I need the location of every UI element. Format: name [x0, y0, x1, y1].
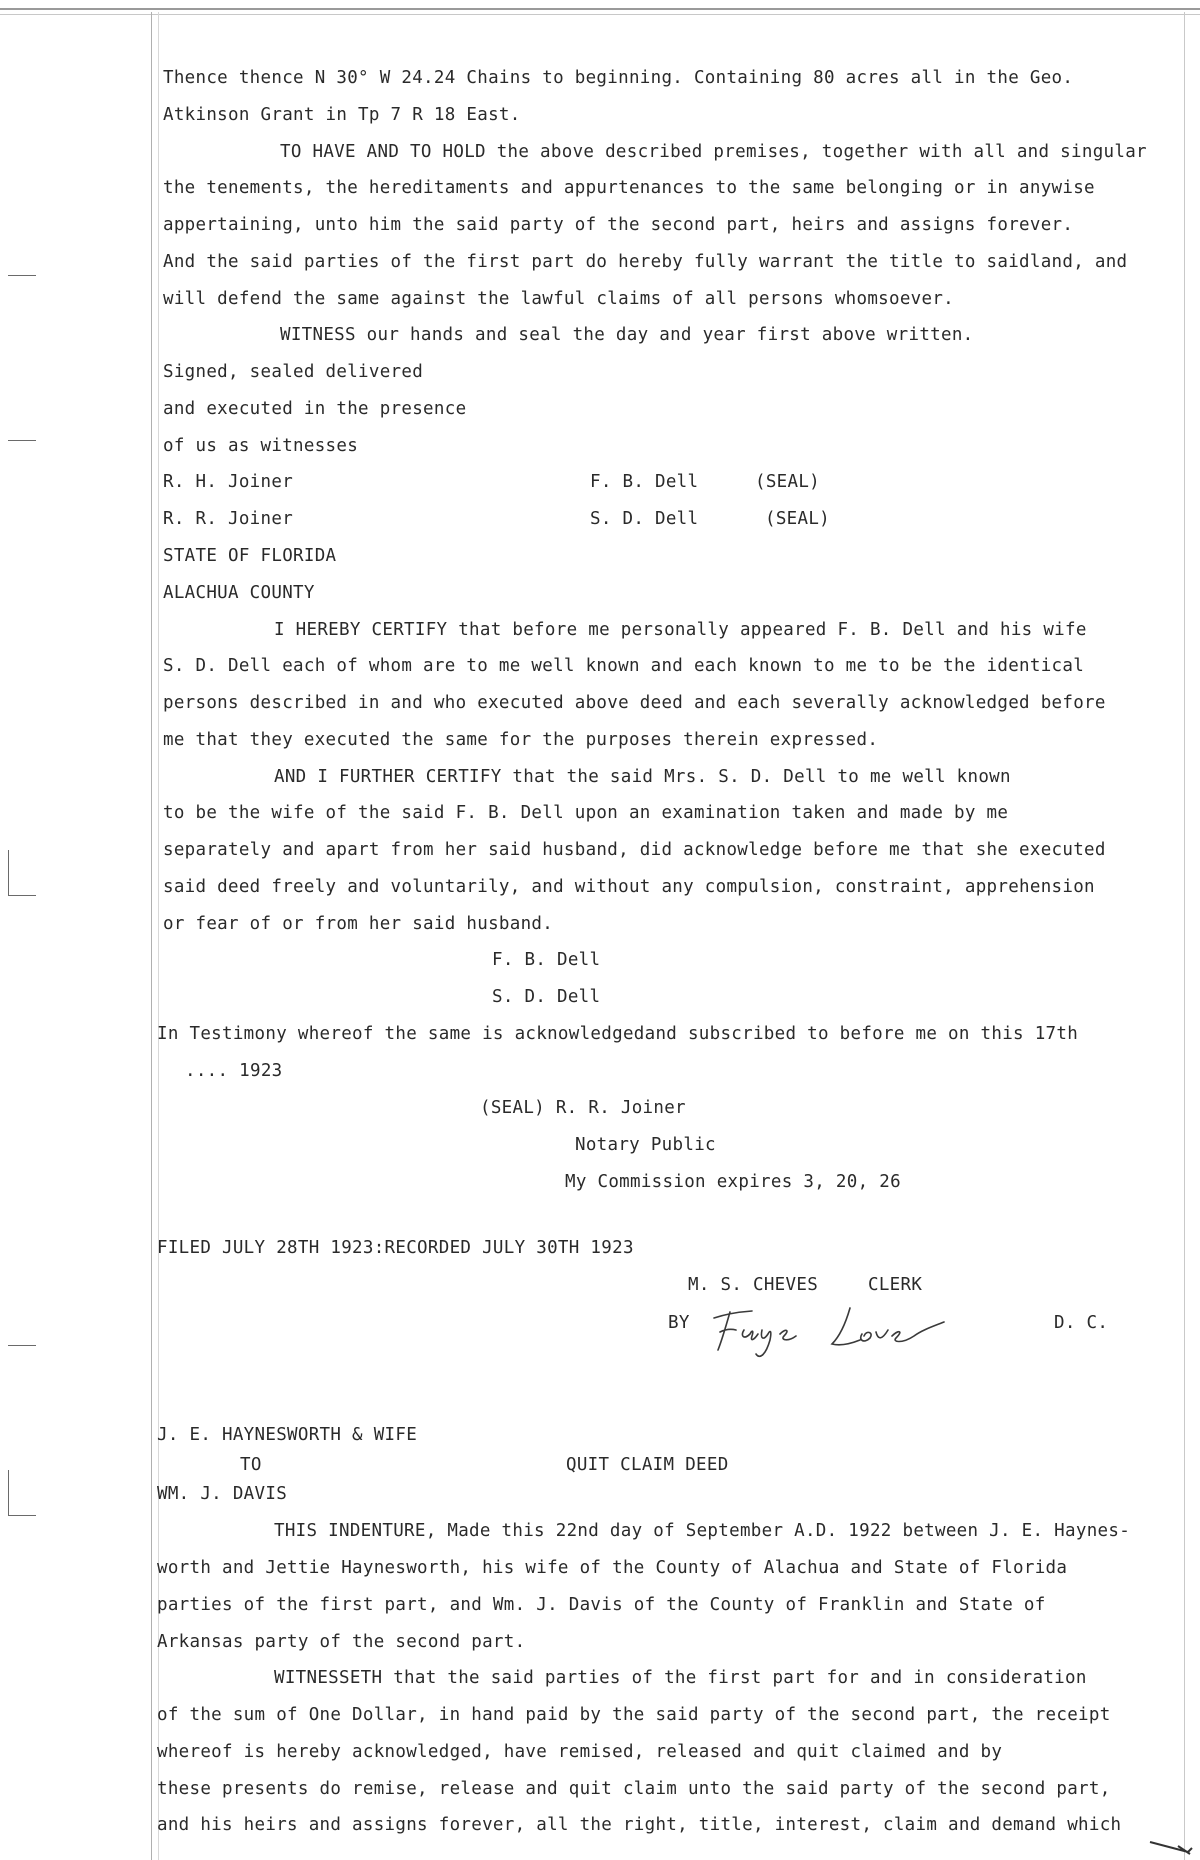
binder-mark — [8, 1345, 36, 1346]
text-line: .... 1923 — [185, 1061, 283, 1081]
notary-name: (SEAL) R. R. Joiner — [480, 1098, 686, 1118]
text-line: S. D. Dell each of whom are to me well known and each known to me to be the identical — [163, 656, 1085, 676]
text-line: these presents do remise, release and quit claim unto the said party of the second part, — [157, 1779, 1111, 1799]
text-line: parties of the first part, and Wm. J. Davis of the County of Franklin and State of — [157, 1595, 1046, 1615]
binder-mark — [8, 275, 36, 276]
text-line: me that they executed the same for the purposes therein expressed. — [163, 730, 879, 750]
clerk-name: M. S. CHEVES — [688, 1275, 819, 1295]
commission-expiry: My Commission expires 3, 20, 26 — [565, 1172, 901, 1192]
text-line: Signed, sealed delivered — [163, 362, 424, 382]
text-line: whereof is hereby acknowledged, have remised, released and quit claimed and by — [157, 1742, 1003, 1762]
text-line: appertaining, unto him the said party of the second part, heirs and assigns forever. — [163, 215, 1074, 235]
text-line: WITNESSETH that the said parties of the first part for and in consideration — [274, 1668, 1087, 1688]
text-line: said deed freely and voluntarily, and without any compulsion, constraint, apprehension — [163, 877, 1095, 897]
to-label: TO — [240, 1455, 262, 1475]
grantee-heading: WM. J. DAVIS — [157, 1484, 288, 1504]
text-line: to be the wife of the said F. B. Dell upon an examination taken and made by me — [163, 803, 1009, 823]
text-line: I HEREBY CERTIFY that before me personally appeared F. B. Dell and his wife — [274, 620, 1087, 640]
binder-mark — [8, 440, 36, 441]
text-line: of us as witnesses — [163, 436, 359, 456]
grantor-signature: F. B. Dell — [590, 472, 699, 492]
seal-mark: (SEAL) — [755, 472, 821, 492]
text-line: and executed in the presence — [163, 399, 467, 419]
right-margin-rule — [1184, 12, 1185, 1860]
text-line: In Testimony whereof the same is acknowledgedand subscribed to before me on this 17th — [157, 1024, 1079, 1044]
binder-mark — [8, 1470, 9, 1515]
left-margin-rule-faint — [158, 12, 159, 1860]
clerk-title: CLERK — [868, 1275, 923, 1295]
text-line: WITNESS our hands and seal the day and year first above written. — [280, 325, 974, 345]
binder-mark — [8, 1515, 36, 1516]
text-line: the tenements, the hereditaments and appurtenances to the same belonging or in anywise — [163, 178, 1095, 198]
by-label: BY — [668, 1313, 690, 1333]
venue-county: ALACHUA COUNTY — [163, 583, 315, 603]
text-line: worth and Jettie Haynesworth, his wife of the County of Alachua and State of Florida — [157, 1558, 1068, 1578]
witness-name: R. R. Joiner — [163, 509, 294, 529]
left-margin-rule — [151, 12, 152, 1860]
text-line: And the said parties of the first part do hereby fully warrant the title to saidland, and — [163, 252, 1128, 272]
text-line: AND I FURTHER CERTIFY that the said Mrs. S. D. Dell to me well known — [274, 767, 1011, 787]
binder-mark — [8, 850, 9, 895]
text-line: TO HAVE AND TO HOLD the above described premises, together with all and singular — [280, 142, 1147, 162]
text-line: THIS INDENTURE, Made this 22nd day of September A.D. 1922 between J. E. Haynes- — [274, 1521, 1131, 1541]
filing-stamp: FILED JULY 28TH 1923:RECORDED JULY 30TH 1923 — [157, 1238, 634, 1258]
text-line: will defend the same against the lawful claims of all persons whomsoever. — [163, 289, 955, 309]
text-line: and his heirs and assigns forever, all the right, title, interest, claim and demand which — [157, 1815, 1122, 1835]
corner-mark — [1148, 1838, 1194, 1856]
witness-name: R. H. Joiner — [163, 472, 294, 492]
handwritten-signature — [700, 1296, 960, 1366]
acknowledger-signature: S. D. Dell — [492, 987, 601, 1007]
deputy-clerk-label: D. C. — [1054, 1313, 1109, 1333]
seal-mark: (SEAL) — [765, 509, 831, 529]
venue-state: STATE OF FLORIDA — [163, 546, 337, 566]
grantor-signature: S. D. Dell — [590, 509, 699, 529]
grantor-heading: J. E. HAYNESWORTH & WIFE — [157, 1425, 418, 1445]
text-line: persons described in and who executed above deed and each severally acknowledged before — [163, 693, 1106, 713]
notary-title: Notary Public — [575, 1135, 716, 1155]
text-line: of the sum of One Dollar, in hand paid by the said party of the second part, the receipt — [157, 1705, 1111, 1725]
text-line: or fear of or from her said husband. — [163, 914, 554, 934]
acknowledger-signature: F. B. Dell — [492, 950, 601, 970]
page-top-border-faint — [0, 14, 1200, 15]
text-line: Thence thence N 30° W 24.24 Chains to beginning. Containing 80 acres all in the Geo. — [163, 68, 1074, 88]
text-line: Atkinson Grant in Tp 7 R 18 East. — [163, 105, 521, 125]
binder-mark — [8, 895, 36, 896]
text-line: separately and apart from her said husband, did acknowledge before me that she executed — [163, 840, 1106, 860]
page-top-border — [0, 8, 1200, 10]
text-line: Arkansas party of the second part. — [157, 1632, 526, 1652]
deed-type-heading: QUIT CLAIM DEED — [566, 1455, 729, 1475]
